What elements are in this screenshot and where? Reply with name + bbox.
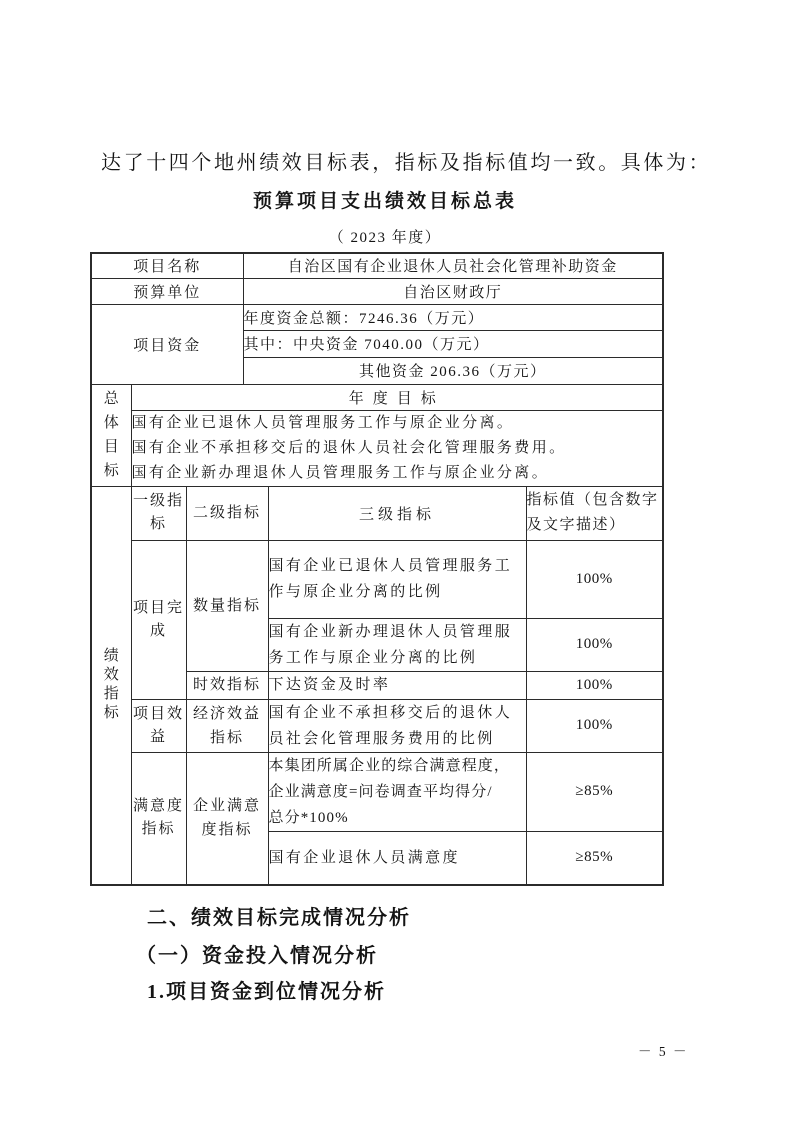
header-level3: 三级指标 xyxy=(268,486,526,540)
project-name-value: 自治区国有企业退休人员社会化管理补助资金 xyxy=(243,253,663,278)
indicator-value: ≥85% xyxy=(526,752,663,831)
project-name-label: 项目名称 xyxy=(91,253,243,278)
header-level1: 一级指标 xyxy=(131,486,186,540)
indicator-text: 国有企业退休人员满意度 xyxy=(268,831,526,885)
section-heading-performance-analysis: 二、绩效目标完成情况分析 xyxy=(147,907,411,929)
table-subtitle: （ 2023 年度） xyxy=(328,230,442,246)
annual-goal-header: 年度目标 xyxy=(131,384,663,410)
level2-enterprise-satisfaction: 企业满意度指标 xyxy=(186,752,268,885)
indicator-value: 100% xyxy=(526,699,663,752)
indicator-text-line: 企业满意度=问卷调查平均得分/ xyxy=(268,783,493,800)
overall-goal-label-text: 总体目标 xyxy=(103,391,119,479)
performance-section-label xyxy=(91,486,131,885)
indicator-text: 国有企业不承担移交后的退休人员社会化管理服务费用的比例 xyxy=(268,699,526,752)
indicator-value: 100% xyxy=(526,618,663,671)
intro-paragraph: 达了十四个地州绩效目标表，指标及指标值均一致。具体为： xyxy=(101,152,712,174)
level2-economic: 经济效益指标 xyxy=(186,699,268,752)
goal-line: 国有企业不承担移交后的退休人员社会化管理服务费用。 xyxy=(131,439,567,456)
indicator-text: 国有企业新办理退休人员管理服务工作与原企业分离的比例 xyxy=(268,618,526,671)
table-title: 预算项目支出绩效目标总表 xyxy=(252,191,517,212)
goal-line: 国有企业新办理退休人员管理服务工作与原企业分离。 xyxy=(131,464,550,481)
budget-unit-label: 预算单位 xyxy=(91,278,243,304)
overall-goal-label xyxy=(91,384,131,486)
indicator-text-line: 本集团所属企业的综合满意程度， xyxy=(268,757,511,774)
goal-line: 国有企业已退休人员管理服务工作与原企业分离。 xyxy=(131,414,515,431)
level1-benefit: 项目效益 xyxy=(131,699,186,752)
indicator-text: 下达资金及时率 xyxy=(268,671,526,699)
indicator-text: 国有企业已退休人员管理服务工作与原企业分离的比例 xyxy=(268,540,526,618)
project-funds-label: 项目资金 xyxy=(91,304,243,384)
header-level2: 二级指标 xyxy=(186,486,268,540)
central-funds-cell: 其中：中央资金 7040.00（万元） xyxy=(243,330,663,357)
level2-timeliness: 时效指标 xyxy=(186,671,268,699)
indicator-value: 100% xyxy=(526,671,663,699)
budget-unit-value: 自治区财政厅 xyxy=(243,278,663,304)
level1-completion: 项目完成 xyxy=(131,540,186,699)
level2-quantity: 数量指标 xyxy=(186,540,268,671)
performance-target-table xyxy=(90,252,664,886)
annual-goal-body xyxy=(131,410,663,486)
performance-section-label-text: 绩效指标 xyxy=(103,648,119,722)
indicator-value: 100% xyxy=(526,540,663,618)
section-heading-funds-arrival: 1.项目资金到位情况分析 xyxy=(147,981,386,1003)
indicator-value: ≥85% xyxy=(526,831,663,885)
level1-satisfaction: 满意度指标 xyxy=(131,752,186,885)
annual-total-cell: 年度资金总额：7246.36（万元） xyxy=(243,304,663,330)
indicator-text-line: 总分*100% xyxy=(268,809,349,826)
indicator-text xyxy=(268,752,526,831)
header-indicator-value: 指标值（包含数字及文字描述） xyxy=(526,486,663,540)
page-number: － 5 － xyxy=(638,1044,689,1059)
section-heading-funds-input: （一）资金投入情况分析 xyxy=(136,945,378,967)
other-funds-cell: 其他资金 206.36（万元） xyxy=(243,357,663,384)
